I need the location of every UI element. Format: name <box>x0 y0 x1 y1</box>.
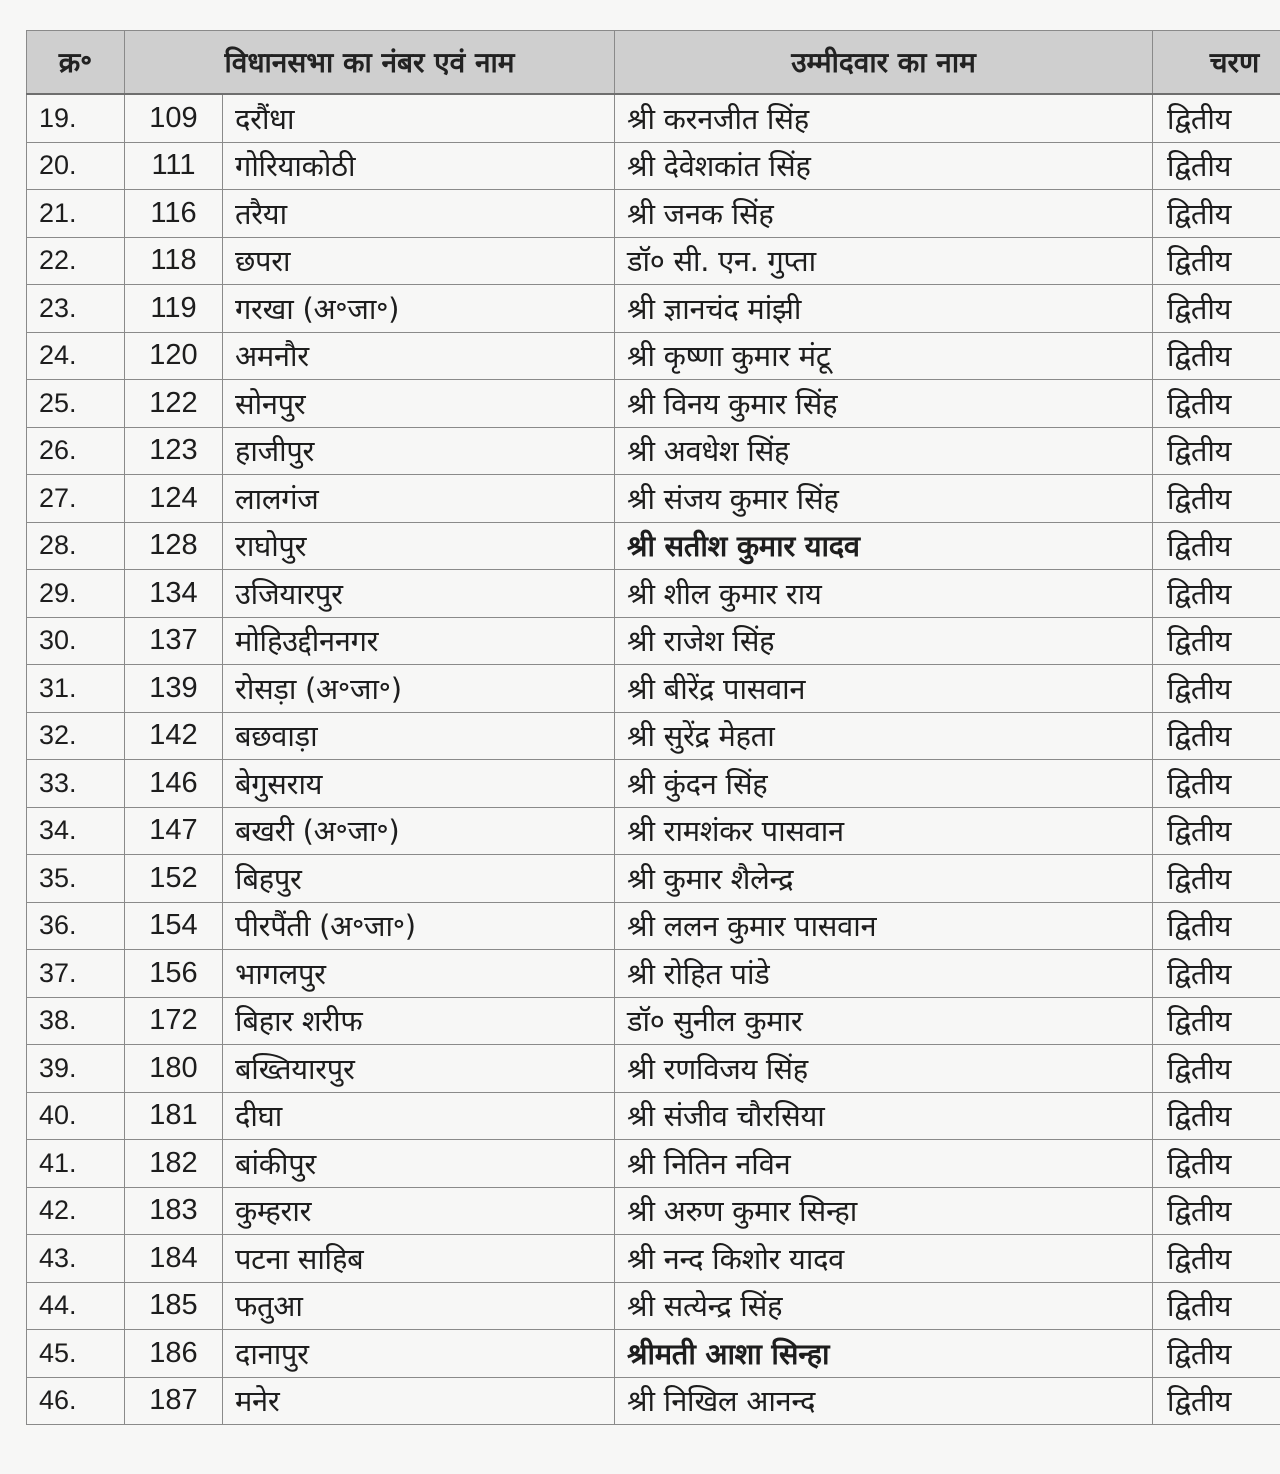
constituency-number-cell: 154 <box>125 902 223 950</box>
serial-number-cell: 42. <box>27 1187 125 1235</box>
constituency-name-cell: बिहार शरीफ <box>223 997 615 1045</box>
constituency-name-cell: दीघा <box>223 1092 615 1140</box>
constituency-name-cell: मोहिउद्दीननगर <box>223 617 615 665</box>
table-header-row <box>27 31 1280 95</box>
table-row <box>27 950 1280 998</box>
serial-number-cell: 28. <box>27 522 125 570</box>
serial-number-cell: 38. <box>27 997 125 1045</box>
candidate-name-cell: श्री संजय कुमार सिंह <box>615 475 1153 523</box>
constituency-number-cell: 156 <box>125 950 223 998</box>
candidate-name-cell: डॉ० सी. एन. गुप्ता <box>615 237 1153 285</box>
constituency-name-cell: हाजीपुर <box>223 427 615 475</box>
candidate-name-cell: श्री सतीश कुमार यादव <box>615 522 1153 570</box>
constituency-name-cell: लालगंज <box>223 475 615 523</box>
constituency-number-cell: 142 <box>125 712 223 760</box>
phase-cell: द्वितीय <box>1153 1092 1280 1140</box>
table-row <box>27 190 1280 238</box>
constituency-name-cell: बेगुसराय <box>223 760 615 808</box>
serial-number-cell: 39. <box>27 1045 125 1093</box>
constituency-name-cell: गोरियाकोठी <box>223 142 615 190</box>
candidate-name-cell: श्री सुरेंद्र मेहता <box>615 712 1153 760</box>
phase-cell: द्वितीय <box>1153 760 1280 808</box>
serial-number-cell: 36. <box>27 902 125 950</box>
constituency-number-cell: 146 <box>125 760 223 808</box>
constituency-number-cell: 116 <box>125 190 223 238</box>
phase-cell: द्वितीय <box>1153 522 1280 570</box>
table-row <box>27 902 1280 950</box>
table-row <box>27 617 1280 665</box>
table-row <box>27 1140 1280 1188</box>
serial-number-cell: 35. <box>27 855 125 903</box>
phase-cell: द्वितीय <box>1153 665 1280 713</box>
phase-cell: द्वितीय <box>1153 617 1280 665</box>
phase-cell: द्वितीय <box>1153 475 1280 523</box>
constituency-name-cell: बछवाड़ा <box>223 712 615 760</box>
phase-cell: द्वितीय <box>1153 380 1280 428</box>
constituency-number-cell: 183 <box>125 1187 223 1235</box>
candidate-name-cell: श्री संजीव चौरसिया <box>615 1092 1153 1140</box>
constituency-name-cell: राघोपुर <box>223 522 615 570</box>
constituency-number-cell: 119 <box>125 285 223 333</box>
table-row <box>27 1045 1280 1093</box>
table-row <box>27 332 1280 380</box>
serial-number-cell: 25. <box>27 380 125 428</box>
phase-cell: द्वितीय <box>1153 902 1280 950</box>
constituency-number-cell: 187 <box>125 1377 223 1425</box>
table-row <box>27 807 1280 855</box>
phase-cell: द्वितीय <box>1153 237 1280 285</box>
candidate-name-cell: श्री नन्द किशोर यादव <box>615 1235 1153 1283</box>
header-phase: चरण <box>1153 31 1280 95</box>
serial-number-cell: 37. <box>27 950 125 998</box>
serial-number-cell: 23. <box>27 285 125 333</box>
phase-cell: द्वितीय <box>1153 570 1280 618</box>
constituency-name-cell: बांकीपुर <box>223 1140 615 1188</box>
serial-number-cell: 44. <box>27 1282 125 1330</box>
constituency-number-cell: 181 <box>125 1092 223 1140</box>
serial-number-cell: 26. <box>27 427 125 475</box>
constituency-name-cell: कुम्हरार <box>223 1187 615 1235</box>
constituency-number-cell: 128 <box>125 522 223 570</box>
phase-cell: द्वितीय <box>1153 1045 1280 1093</box>
constituency-number-cell: 139 <box>125 665 223 713</box>
serial-number-cell: 46. <box>27 1377 125 1425</box>
candidate-name-cell: श्री करनजीत सिंह <box>615 94 1153 142</box>
phase-cell: द्वितीय <box>1153 997 1280 1045</box>
constituency-name-cell: फतुआ <box>223 1282 615 1330</box>
candidate-name-cell: श्री अवधेश सिंह <box>615 427 1153 475</box>
phase-cell: द्वितीय <box>1153 332 1280 380</box>
serial-number-cell: 31. <box>27 665 125 713</box>
constituency-number-cell: 152 <box>125 855 223 903</box>
table-row <box>27 475 1280 523</box>
phase-cell: द्वितीय <box>1153 1187 1280 1235</box>
header-constituency: विधानसभा का नंबर एवं नाम <box>125 31 615 95</box>
constituency-name-cell: बखरी (अ॰जा॰) <box>223 807 615 855</box>
table-row <box>27 285 1280 333</box>
serial-number-cell: 22. <box>27 237 125 285</box>
constituency-name-cell: सोनपुर <box>223 380 615 428</box>
table-body <box>27 94 1280 1425</box>
candidate-name-cell: श्री सत्येन्द्र सिंह <box>615 1282 1153 1330</box>
constituency-name-cell: रोसड़ा (अ॰जा॰) <box>223 665 615 713</box>
phase-cell: द्वितीय <box>1153 190 1280 238</box>
candidate-name-cell: श्री राजेश सिंह <box>615 617 1153 665</box>
phase-cell: द्वितीय <box>1153 94 1280 142</box>
serial-number-cell: 19. <box>27 94 125 142</box>
constituency-number-cell: 109 <box>125 94 223 142</box>
constituency-name-cell: पीरपैंती (अ॰जा॰) <box>223 902 615 950</box>
candidate-name-cell: श्री ज्ञानचंद मांझी <box>615 285 1153 333</box>
serial-number-cell: 41. <box>27 1140 125 1188</box>
table-row <box>27 712 1280 760</box>
candidate-name-cell: डॉ० सुनील कुमार <box>615 997 1153 1045</box>
phase-cell: द्वितीय <box>1153 427 1280 475</box>
candidate-name-cell: श्री रोहित पांडे <box>615 950 1153 998</box>
table-row <box>27 855 1280 903</box>
serial-number-cell: 40. <box>27 1092 125 1140</box>
constituency-number-cell: 147 <box>125 807 223 855</box>
candidate-table <box>26 30 1280 1425</box>
phase-cell: द्वितीय <box>1153 1330 1280 1378</box>
table-row <box>27 1235 1280 1283</box>
phase-cell: द्वितीय <box>1153 1235 1280 1283</box>
serial-number-cell: 21. <box>27 190 125 238</box>
constituency-number-cell: 137 <box>125 617 223 665</box>
candidate-name-cell: श्री कृष्णा कुमार मंटू <box>615 332 1153 380</box>
phase-cell: द्वितीय <box>1153 285 1280 333</box>
constituency-name-cell: अमनौर <box>223 332 615 380</box>
constituency-number-cell: 182 <box>125 1140 223 1188</box>
constituency-name-cell: दानापुर <box>223 1330 615 1378</box>
constituency-name-cell: उजियारपुर <box>223 570 615 618</box>
phase-cell: द्वितीय <box>1153 712 1280 760</box>
constituency-number-cell: 124 <box>125 475 223 523</box>
candidate-name-cell: श्री जनक सिंह <box>615 190 1153 238</box>
table-row <box>27 997 1280 1045</box>
serial-number-cell: 20. <box>27 142 125 190</box>
constituency-name-cell: पटना साहिब <box>223 1235 615 1283</box>
table-row <box>27 237 1280 285</box>
serial-number-cell: 45. <box>27 1330 125 1378</box>
constituency-name-cell: छपरा <box>223 237 615 285</box>
constituency-number-cell: 134 <box>125 570 223 618</box>
serial-number-cell: 32. <box>27 712 125 760</box>
constituency-number-cell: 123 <box>125 427 223 475</box>
candidate-name-cell: श्री बीरेंद्र पासवान <box>615 665 1153 713</box>
serial-number-cell: 27. <box>27 475 125 523</box>
constituency-number-cell: 118 <box>125 237 223 285</box>
constituency-name-cell: भागलपुर <box>223 950 615 998</box>
constituency-name-cell: मनेर <box>223 1377 615 1425</box>
candidate-name-cell: श्री शील कुमार राय <box>615 570 1153 618</box>
table-row <box>27 1282 1280 1330</box>
candidate-name-cell: श्री निखिल आनन्द <box>615 1377 1153 1425</box>
candidate-name-cell: श्रीमती आशा सिन्हा <box>615 1330 1153 1378</box>
serial-number-cell: 33. <box>27 760 125 808</box>
table-row <box>27 665 1280 713</box>
serial-number-cell: 24. <box>27 332 125 380</box>
serial-number-cell: 43. <box>27 1235 125 1283</box>
constituency-name-cell: बख्तियारपुर <box>223 1045 615 1093</box>
constituency-number-cell: 186 <box>125 1330 223 1378</box>
candidate-name-cell: श्री ललन कुमार पासवान <box>615 902 1153 950</box>
constituency-number-cell: 120 <box>125 332 223 380</box>
constituency-name-cell: गरखा (अ॰जा॰) <box>223 285 615 333</box>
table-row <box>27 570 1280 618</box>
constituency-name-cell: दरौंधा <box>223 94 615 142</box>
table-row <box>27 1377 1280 1425</box>
constituency-number-cell: 122 <box>125 380 223 428</box>
serial-number-cell: 30. <box>27 617 125 665</box>
candidate-name-cell: श्री देवेशकांत सिंह <box>615 142 1153 190</box>
phase-cell: द्वितीय <box>1153 142 1280 190</box>
candidate-name-cell: श्री रामशंकर पासवान <box>615 807 1153 855</box>
table-row <box>27 427 1280 475</box>
phase-cell: द्वितीय <box>1153 1282 1280 1330</box>
constituency-number-cell: 184 <box>125 1235 223 1283</box>
constituency-name-cell: तरैया <box>223 190 615 238</box>
table-row <box>27 1330 1280 1378</box>
candidate-name-cell: श्री कुमार शैलेन्द्र <box>615 855 1153 903</box>
table-row <box>27 380 1280 428</box>
table-row <box>27 1187 1280 1235</box>
phase-cell: द्वितीय <box>1153 855 1280 903</box>
phase-cell: द्वितीय <box>1153 1140 1280 1188</box>
constituency-number-cell: 180 <box>125 1045 223 1093</box>
table-row <box>27 94 1280 142</box>
candidate-name-cell: श्री अरुण कुमार सिन्हा <box>615 1187 1153 1235</box>
serial-number-cell: 34. <box>27 807 125 855</box>
table-row <box>27 522 1280 570</box>
header-candidate: उम्मीदवार का नाम <box>615 31 1153 95</box>
phase-cell: द्वितीय <box>1153 950 1280 998</box>
header-sno: क्र॰ <box>27 31 125 95</box>
candidate-name-cell: श्री रणविजय सिंह <box>615 1045 1153 1093</box>
constituency-name-cell: बिहपुर <box>223 855 615 903</box>
table-row <box>27 1092 1280 1140</box>
phase-cell: द्वितीय <box>1153 1377 1280 1425</box>
constituency-number-cell: 172 <box>125 997 223 1045</box>
candidate-name-cell: श्री नितिन नविन <box>615 1140 1153 1188</box>
constituency-number-cell: 185 <box>125 1282 223 1330</box>
table-row <box>27 760 1280 808</box>
candidate-name-cell: श्री विनय कुमार सिंह <box>615 380 1153 428</box>
phase-cell: द्वितीय <box>1153 807 1280 855</box>
constituency-number-cell: 111 <box>125 142 223 190</box>
serial-number-cell: 29. <box>27 570 125 618</box>
candidate-name-cell: श्री कुंदन सिंह <box>615 760 1153 808</box>
table-row <box>27 142 1280 190</box>
